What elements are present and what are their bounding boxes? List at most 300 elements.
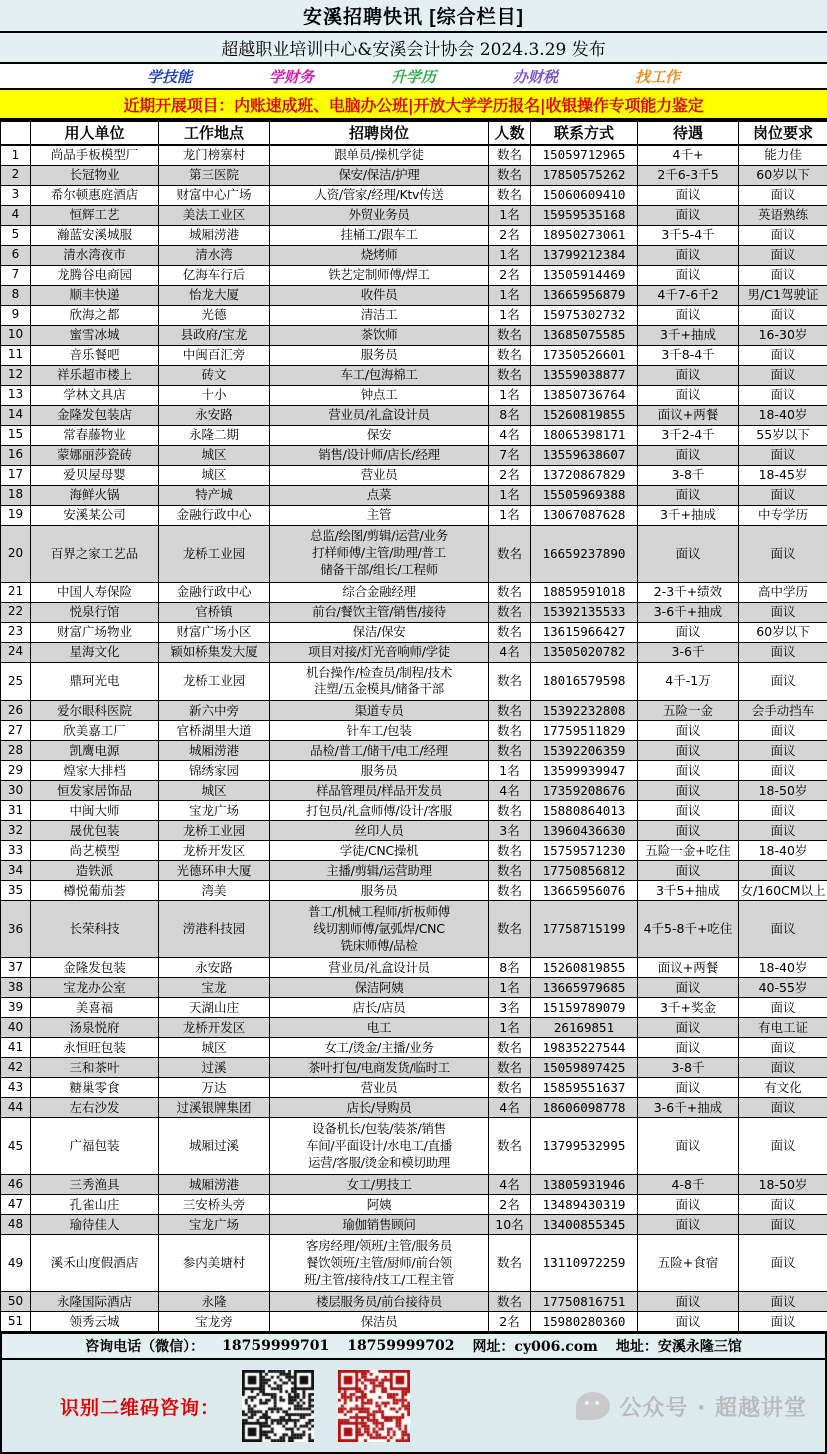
table-row: [1, 861, 827, 881]
headcount: 2名: [489, 1195, 531, 1215]
phone-2: 18759999702: [347, 1338, 454, 1354]
service-tag-4: 找工作: [635, 66, 680, 87]
headcount: 数名: [489, 185, 531, 205]
row-index: 1: [1, 145, 31, 165]
headcount: 数名: [489, 721, 531, 741]
row-index: 36: [1, 901, 31, 958]
work-location: 永安路: [159, 405, 270, 425]
employer-name: 中闽大师: [31, 801, 159, 821]
publisher-subtitle: 超越职业培训中心&安溪会计协会 2024.3.29 发布: [0, 33, 827, 64]
salary: 面议: [638, 821, 739, 841]
col-location: 工作地点: [159, 121, 270, 145]
requirement: 面议: [739, 1195, 827, 1215]
headcount: 1名: [489, 761, 531, 781]
job-position: 楼层服务员/前台接待员: [270, 1292, 489, 1312]
table-row: [1, 801, 827, 821]
contact-phone: 26169851: [531, 1018, 638, 1038]
salary: 3-6千+抽成: [638, 602, 739, 622]
table-row: [1, 265, 827, 285]
contact-phone: 18606098778: [531, 1098, 638, 1118]
row-index: 26: [1, 701, 31, 721]
job-position: 女工/烫金/主播/业务: [270, 1038, 489, 1058]
job-position: 收件员: [270, 285, 489, 305]
work-location: 官桥镇: [159, 602, 270, 622]
col-position: 招聘岗位: [270, 121, 489, 145]
salary: 面议: [638, 485, 739, 505]
employer-name: 海鲜火锅: [31, 485, 159, 505]
salary: 面议+两餐: [638, 958, 739, 978]
row-index: 28: [1, 741, 31, 761]
contact-phone: 17759511829: [531, 721, 638, 741]
salary: 面议: [638, 525, 739, 582]
table-row: [1, 998, 827, 1018]
salary: 面议: [638, 1118, 739, 1175]
requirement: 会手动挡车: [739, 701, 827, 721]
employer-name: 顺丰快递: [31, 285, 159, 305]
salary: 2-3千+绩效: [638, 582, 739, 602]
requirement: 60岁以下: [739, 165, 827, 185]
row-index: 31: [1, 801, 31, 821]
employer-name: 晟优包装: [31, 821, 159, 841]
work-location: 光德: [159, 305, 270, 325]
work-location: 天湖山庄: [159, 998, 270, 1018]
contact-phone: 17750816751: [531, 1292, 638, 1312]
contact-phone: 17350526601: [531, 345, 638, 365]
job-position: 客房经理/领班/主管/服务员 餐饮领班/主管/厨师/前台领 班/主管/接待/技工/工程主管: [270, 1235, 489, 1292]
row-index: 20: [1, 525, 31, 582]
contact-phone: 13850736764: [531, 385, 638, 405]
employer-name: 造铁派: [31, 861, 159, 881]
contact-phone: 13110972259: [531, 1235, 638, 1292]
work-location: 城区: [159, 445, 270, 465]
work-location: 城厢涝港: [159, 741, 270, 761]
row-index: 29: [1, 761, 31, 781]
work-location: 龙桥工业园: [159, 662, 270, 701]
salary: 面议: [638, 1312, 739, 1332]
salary: 3-8千: [638, 465, 739, 485]
employer-name: 中国人寿保险: [31, 582, 159, 602]
work-location: 城厢涝港: [159, 1175, 270, 1195]
table-row: [1, 1215, 827, 1235]
work-location: 新六中旁: [159, 701, 270, 721]
work-location: 永隆: [159, 1292, 270, 1312]
work-location: 十小: [159, 385, 270, 405]
table-row: [1, 721, 827, 741]
job-position: 丝印人员: [270, 821, 489, 841]
work-location: 三安桥头旁: [159, 1195, 270, 1215]
headcount: 数名: [489, 901, 531, 958]
requirement: 女/160CM以上: [739, 881, 827, 901]
contact-phone: 13799532995: [531, 1118, 638, 1175]
service-tag-3: 办财税: [513, 66, 558, 87]
contact-phone: 15059712965: [531, 145, 638, 165]
row-index: 42: [1, 1058, 31, 1078]
table-row: [1, 245, 827, 265]
job-position: 服务员: [270, 761, 489, 781]
job-position: 挂桶工/跟车工: [270, 225, 489, 245]
headcount: 4名: [489, 642, 531, 662]
employer-name: 安溪某公司: [31, 505, 159, 525]
col-index: [1, 121, 31, 145]
headcount: 7名: [489, 445, 531, 465]
salary: 3-6千+抽成: [638, 1098, 739, 1118]
row-index: 35: [1, 881, 31, 901]
requirement: 面议: [739, 901, 827, 958]
job-position: 保洁员: [270, 1312, 489, 1332]
contact-phone: 15392135533: [531, 602, 638, 622]
work-location: 颖如桥集发大厦: [159, 642, 270, 662]
page-title: 安溪招聘快讯 [综合栏目]: [0, 0, 827, 33]
requirement: 18-40岁: [739, 958, 827, 978]
work-location: 永安路: [159, 958, 270, 978]
requirement: 18-40岁: [739, 405, 827, 425]
job-position: 渠道专员: [270, 701, 489, 721]
contact-phone: 15959535168: [531, 205, 638, 225]
employer-name: 宝龙办公室: [31, 978, 159, 998]
row-index: 49: [1, 1235, 31, 1292]
headcount: 2名: [489, 465, 531, 485]
work-location: 官桥湖里大道: [159, 721, 270, 741]
footer-qr-bar: [0, 1360, 827, 1454]
headcount: 1名: [489, 205, 531, 225]
employer-name: 悦泉行馆: [31, 602, 159, 622]
headcount: 4名: [489, 781, 531, 801]
qr-code-red[interactable]: [338, 1370, 410, 1442]
row-index: 10: [1, 325, 31, 345]
table-row: [1, 505, 827, 525]
headcount: 数名: [489, 841, 531, 861]
employer-name: 孔雀山庄: [31, 1195, 159, 1215]
requirement: 面议: [739, 662, 827, 701]
salary: 面议: [638, 265, 739, 285]
headcount: 4名: [489, 425, 531, 445]
row-index: 16: [1, 445, 31, 465]
requirement: 18-50岁: [739, 1175, 827, 1195]
headcount: 数名: [489, 365, 531, 385]
headcount: 1名: [489, 285, 531, 305]
work-location: 龙桥开发区: [159, 1018, 270, 1038]
row-index: 7: [1, 265, 31, 285]
salary: 4千7-6千2: [638, 285, 739, 305]
job-position: 外贸业务员: [270, 205, 489, 225]
table-row: [1, 1058, 827, 1078]
headcount: 数名: [489, 881, 531, 901]
headcount: 数名: [489, 1118, 531, 1175]
job-position: 店长/导购员: [270, 1098, 489, 1118]
promo-banner: 近期开展项目：内账速成班、电脑办公班|开放大学学历报名|收银操作专项能力鉴定: [0, 90, 827, 120]
headcount: 2名: [489, 1312, 531, 1332]
job-position: 主管: [270, 505, 489, 525]
row-index: 27: [1, 721, 31, 741]
work-location: 城区: [159, 781, 270, 801]
requirement: 有文化: [739, 1078, 827, 1098]
row-index: 46: [1, 1175, 31, 1195]
headcount: 数名: [489, 165, 531, 185]
headcount: 1名: [489, 1018, 531, 1038]
table-row: [1, 1118, 827, 1175]
qr-code-black[interactable]: [242, 1370, 314, 1442]
contact-phone: 13805931946: [531, 1175, 638, 1195]
job-position: 阿姨: [270, 1195, 489, 1215]
job-position: 保洁阿姨: [270, 978, 489, 998]
headcount: 3名: [489, 821, 531, 841]
employer-name: 长荣科技: [31, 901, 159, 958]
table-row: [1, 1292, 827, 1312]
contact-phone: 17758715199: [531, 901, 638, 958]
employer-name: 蒙娜丽莎瓷砖: [31, 445, 159, 465]
job-position: 烧烤师: [270, 245, 489, 265]
job-position: 车工/包海棉工: [270, 365, 489, 385]
wechat-icon: [576, 1392, 610, 1420]
headcount: 2名: [489, 265, 531, 285]
requirement: 有电工证: [739, 1018, 827, 1038]
row-index: 32: [1, 821, 31, 841]
table-row: [1, 345, 827, 365]
contact-phone: 13615966427: [531, 622, 638, 642]
salary: 2千6-3千5: [638, 165, 739, 185]
table-row: [1, 365, 827, 385]
headcount: 3名: [489, 998, 531, 1018]
requirement: 面议: [739, 185, 827, 205]
work-location: 城区: [159, 1038, 270, 1058]
work-location: 财富广场小区: [159, 622, 270, 642]
table-row: [1, 881, 827, 901]
contact-phone: 18950273061: [531, 225, 638, 245]
headcount: 1名: [489, 245, 531, 265]
requirement: 面议: [739, 642, 827, 662]
work-location: 光德环申大厦: [159, 861, 270, 881]
row-index: 33: [1, 841, 31, 861]
requirement: 面议: [739, 1312, 827, 1332]
table-row: [1, 185, 827, 205]
contact-phone: 15060609410: [531, 185, 638, 205]
salary: 面议: [638, 1038, 739, 1058]
table-row: [1, 325, 827, 345]
job-position: 销售/设计师/店长/经理: [270, 445, 489, 465]
job-position: 综合金融经理: [270, 582, 489, 602]
row-index: 9: [1, 305, 31, 325]
salary: 面议: [638, 721, 739, 741]
employer-name: 祥乐超市楼上: [31, 365, 159, 385]
job-position: 前台/餐饮主管/销售/接待: [270, 602, 489, 622]
salary: 五险一金: [638, 701, 739, 721]
employer-name: 恒辉工艺: [31, 205, 159, 225]
employer-name: 鼎珂光电: [31, 662, 159, 701]
requirement: 面议: [739, 1038, 827, 1058]
work-location: 怡龙大厦: [159, 285, 270, 305]
requirement: 16-30岁: [739, 325, 827, 345]
requirement: 面议: [739, 385, 827, 405]
work-location: 锦绣家园: [159, 761, 270, 781]
contact-phone: 13559638607: [531, 445, 638, 465]
table-row: [1, 622, 827, 642]
table-row: [1, 642, 827, 662]
contact-phone: 15392232808: [531, 701, 638, 721]
requirement: 英语熟练: [739, 205, 827, 225]
job-listing-table: [0, 120, 827, 1332]
row-index: 3: [1, 185, 31, 205]
headcount: 数名: [489, 861, 531, 881]
work-location: 城区: [159, 465, 270, 485]
requirement: 18-45岁: [739, 465, 827, 485]
headcount: 数名: [489, 801, 531, 821]
work-location: 万达: [159, 1078, 270, 1098]
work-location: 过溪: [159, 1058, 270, 1078]
salary: 4千5-8千+吃住: [638, 901, 739, 958]
job-position: 保洁/保安: [270, 622, 489, 642]
requirement: 40-55岁: [739, 978, 827, 998]
job-position: 总监/绘图/剪辑/运营/业务 打样师傅/主管/助理/普工 储备干部/组长/工程师: [270, 525, 489, 582]
work-location: 中闽百汇旁: [159, 345, 270, 365]
table-row: [1, 1175, 827, 1195]
row-index: 8: [1, 285, 31, 305]
table-row: [1, 1195, 827, 1215]
table-row: [1, 305, 827, 325]
employer-name: 三和茶叶: [31, 1058, 159, 1078]
employer-name: 领秀云城: [31, 1312, 159, 1332]
work-location: 龙桥工业园: [159, 525, 270, 582]
salary: 3-8千: [638, 1058, 739, 1078]
work-location: 亿海车行后: [159, 265, 270, 285]
job-position: 点菜: [270, 485, 489, 505]
job-position: 保安: [270, 425, 489, 445]
job-position: 主播/剪辑/运营助理: [270, 861, 489, 881]
requirement: 面议: [739, 345, 827, 365]
contact-phone: 16659237890: [531, 525, 638, 582]
requirement: 男/C1驾驶证: [739, 285, 827, 305]
employer-name: 广福包装: [31, 1118, 159, 1175]
table-row: [1, 385, 827, 405]
employer-name: 爱尔眼科医院: [31, 701, 159, 721]
employer-name: 瑜待佳人: [31, 1215, 159, 1235]
salary: 面议: [638, 978, 739, 998]
requirement: 面议: [739, 1058, 827, 1078]
contact-phone: 13665956879: [531, 285, 638, 305]
contact-phone: 13505020782: [531, 642, 638, 662]
employer-name: 瀚蓝安溪城服: [31, 225, 159, 245]
work-location: 金融行政中心: [159, 582, 270, 602]
row-index: 37: [1, 958, 31, 978]
job-position: 茶叶打包/电商发货/临时工: [270, 1058, 489, 1078]
work-location: 涝港科技园: [159, 901, 270, 958]
row-index: 13: [1, 385, 31, 405]
row-index: 38: [1, 978, 31, 998]
requirement: 面议: [739, 485, 827, 505]
employer-name: 学林文具店: [31, 385, 159, 405]
salary: 五险一金+吃住: [638, 841, 739, 861]
salary: 面议: [638, 245, 739, 265]
employer-name: 樽悦葡茄荟: [31, 881, 159, 901]
col-employer: 用人单位: [31, 121, 159, 145]
salary: 3-6千: [638, 642, 739, 662]
requirement: 面议: [739, 245, 827, 265]
requirement: 55岁以下: [739, 425, 827, 445]
row-index: 15: [1, 425, 31, 445]
requirement: 面议: [739, 265, 827, 285]
salary: 五险+食宿: [638, 1235, 739, 1292]
address: 地址：安溪永隆三馆: [616, 1336, 742, 1356]
contact-phone: 13599939947: [531, 761, 638, 781]
work-location: 清水湾: [159, 245, 270, 265]
contact-phone: 13799212384: [531, 245, 638, 265]
contact-phone: 18016579598: [531, 662, 638, 701]
salary: 3千2-4千: [638, 425, 739, 445]
contact-phone: 13960436630: [531, 821, 638, 841]
contact-label: 咨询电话（微信）：: [85, 1336, 204, 1356]
requirement: 高中学历: [739, 582, 827, 602]
salary: 3千5+抽成: [638, 881, 739, 901]
service-tag-1: 学财务: [269, 66, 314, 87]
table-row: [1, 901, 827, 958]
employer-name: 金隆发包装店: [31, 405, 159, 425]
work-location: 城厢过溪: [159, 1118, 270, 1175]
salary: 3千5-4千: [638, 225, 739, 245]
work-location: 参内美塘村: [159, 1235, 270, 1292]
table-row: [1, 525, 827, 582]
salary: 3千8-4千: [638, 345, 739, 365]
headcount: 4名: [489, 1175, 531, 1195]
salary: 面议: [638, 861, 739, 881]
job-position: 营业员: [270, 1078, 489, 1098]
contact-phone: 17750856812: [531, 861, 638, 881]
headcount: 1名: [489, 385, 531, 405]
contact-phone: 17850575262: [531, 165, 638, 185]
job-position: 品检/普工/储干/电工/经理: [270, 741, 489, 761]
row-index: 43: [1, 1078, 31, 1098]
row-index: 50: [1, 1292, 31, 1312]
row-index: 39: [1, 998, 31, 1018]
table-row: [1, 205, 827, 225]
job-position: 保安/保洁/护理: [270, 165, 489, 185]
table-row: [1, 285, 827, 305]
job-position: 服务员: [270, 345, 489, 365]
salary: 面议: [638, 1195, 739, 1215]
contact-phone: 13665956076: [531, 881, 638, 901]
salary: 面议: [638, 305, 739, 325]
work-location: 龙门榜寨村: [159, 145, 270, 165]
phone-1: 18759999701: [222, 1338, 329, 1354]
requirement: 面议: [739, 525, 827, 582]
job-position: 普工/机械工程师/折板师傅 线切割师傅/氩弧焊/CNC 铣床师傅/品检: [270, 901, 489, 958]
table-row: [1, 1098, 827, 1118]
job-position: 营业员/礼盒设计员: [270, 958, 489, 978]
salary: 面议: [638, 801, 739, 821]
work-location: 过溪银牌集团: [159, 1098, 270, 1118]
work-location: 城厢涝港: [159, 225, 270, 245]
contact-phone: 13665979685: [531, 978, 638, 998]
requirement: 18-50岁: [739, 781, 827, 801]
job-position: 女工/男技工: [270, 1175, 489, 1195]
row-index: 21: [1, 582, 31, 602]
footer-contact-bar: [0, 1332, 827, 1360]
contact-phone: 13067087628: [531, 505, 638, 525]
salary: 面议: [638, 741, 739, 761]
col-salary: 待遇: [638, 121, 739, 145]
headcount: 数名: [489, 525, 531, 582]
requirement: 面议: [739, 602, 827, 622]
employer-name: 凯鹰电源: [31, 741, 159, 761]
contact-phone: 13720867829: [531, 465, 638, 485]
work-location: 砖文: [159, 365, 270, 385]
requirement: 中专学历: [739, 505, 827, 525]
salary: 面议: [638, 761, 739, 781]
requirement: 面议: [739, 1235, 827, 1292]
job-position: 营业员: [270, 465, 489, 485]
salary: 3千+奖金: [638, 998, 739, 1018]
table-row: [1, 1312, 827, 1332]
headcount: 数名: [489, 1058, 531, 1078]
contact-phone: 15980280360: [531, 1312, 638, 1332]
